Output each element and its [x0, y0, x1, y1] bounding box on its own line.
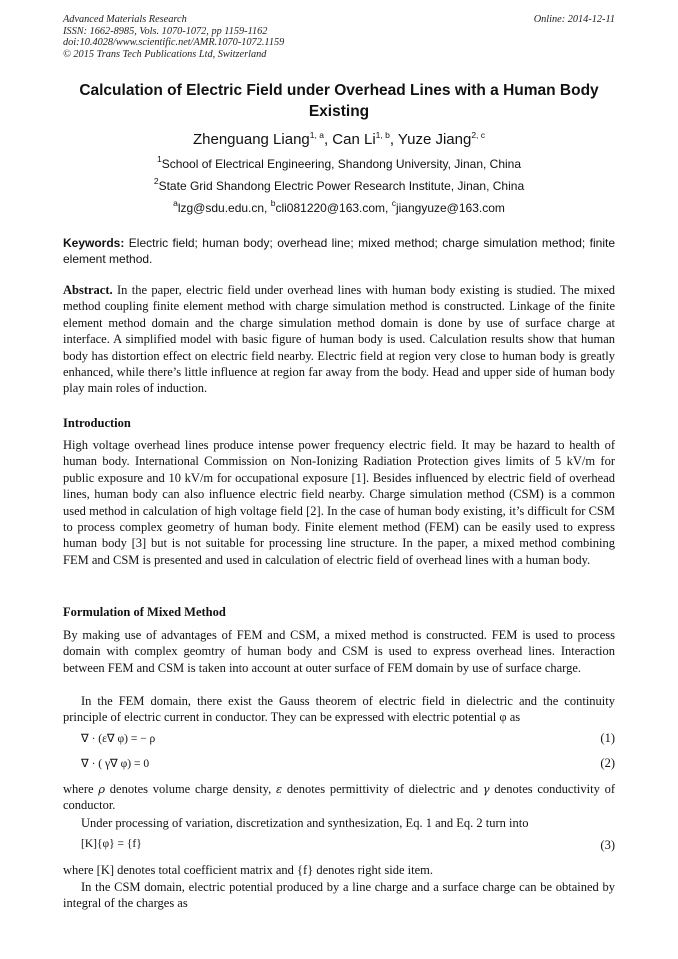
formulation-paragraph-1: By making use of advantages of FEM and CSM, a mixed method is constructed. FEM is used to process domain with complex geomtry of human body and CSM is used to express overhead lines. Interaction between FEM and CSM is taken into account at outer surface of FEM domain by use of surface charge.	[63, 628, 615, 675]
introduction-paragraph: High voltage overhead lines produce intense power frequency electric field. It may be hazard to health of human body. International Commission on Non-Ionizing Radiation Protection gives limits of 5 kV/m for public exposure and 10 kV/m for occupational exposure [1]. Besides influenced by electric field of overhead lines, human body can also influence electric field nearby. Charge simulation method (CSM) is a common used method in calculation of high voltage field [2]. In the case of human body existing, it’s difficult for CSM to process complex geometry of human body. Finite element method (FEM) can be easily used to express human body [3] but is not suitable for processing line structure. In the paper, a mixed method combining FEM and CSM is presented and used in calculation of electric field of overhead lines with a human body.	[63, 438, 615, 567]
affiliation-text: School of Electrical Engineering, Shandong University, Jinan, China	[161, 157, 522, 171]
formulation-paragraph-6: In the CSM domain, electric potential produced by a line charge and a surface charge can be obtained by integral of the charges as	[63, 880, 615, 911]
equation-2	[63, 756, 615, 774]
affiliation-1	[63, 156, 615, 172]
author-name: Yuze Jiang	[397, 131, 472, 148]
keywords-text: Electric field; human body; overhead line; mixed method; charge simulation method; finite element method.	[63, 236, 615, 266]
equation-3-number: (3)	[600, 838, 615, 852]
text-run: denotes volume charge density,	[105, 782, 276, 796]
email-mark: a	[173, 198, 178, 208]
online-date: Online: 2014-12-11	[533, 14, 615, 25]
section-heading-introduction: Introduction	[63, 416, 131, 430]
abstract-text: In the paper, electric field under overhead lines with human body existing is studied. The mixed method coupling finite element method with charge simulation method is constructed. Linkage of the finite element method domain and the charge simulation method domain is done by use of surface charge at interface. A simplified model with basic figure of human body is used. Calculation results show that human body has distortion effect on electric field nearby. Electric field at region very close to human body is greatly enhanced, while there’s little influence at region far away from the body. Head and upper side of human body play main roles of induction.	[63, 283, 615, 396]
section-heading-formulation: Formulation of Mixed Method	[63, 605, 226, 619]
copyright-line: © 2015 Trans Tech Publications Ltd, Switzerland	[63, 48, 267, 60]
journal-name: Advanced Materials Research	[63, 14, 187, 25]
journal-header	[63, 14, 615, 60]
formulation-paragraph-5: where [K] denotes total coefficient matrix and {f} denotes right side item.	[63, 863, 433, 877]
equation-2-number: (2)	[600, 756, 615, 770]
text-run: denotes permittivity of dielectric and	[282, 782, 483, 796]
epsilon-symbol: ε	[275, 782, 283, 796]
abstract-label: Abstract.	[63, 283, 113, 297]
rho-symbol: ρ	[98, 782, 106, 796]
paper-title: Calculation of Electric Field under Overhead Lines with a Human Body Existing	[79, 82, 599, 120]
equation-1-expression: ∇ · (ε∇ φ) = − ρ	[81, 733, 156, 745]
abstract-paragraph	[63, 282, 615, 397]
email-line	[63, 200, 615, 216]
author-affiliation-mark: 1, a	[309, 130, 324, 140]
email-mark: c	[391, 198, 396, 208]
text-run: where	[63, 782, 99, 796]
equation-2-expression: ∇ · ( γ∇ φ) = 0	[81, 758, 150, 770]
formulation-paragraph-2: In the FEM domain, there exist the Gauss theorem of electric field in dielectric and the continuity principle of electric current in conductor. They can be expressed with electric potential φ as	[63, 694, 615, 725]
equation-3	[63, 838, 615, 856]
author-name: Can Li	[332, 131, 376, 148]
doi-line: doi:10.4028/www.scientific.net/AMR.1070-1072.1159	[63, 37, 285, 48]
author-separator: ,	[389, 131, 398, 148]
author-name: Zhenguang Liang	[192, 131, 310, 148]
email-text: cli081220@163.com,	[275, 201, 392, 215]
affiliation-text: State Grid Shandong Electric Power Research Institute, Jinan, China	[158, 179, 525, 193]
keywords-label: Keywords:	[63, 236, 125, 250]
email-mark: b	[270, 198, 276, 208]
equation-3-expression: [K]{φ} = {f}	[81, 838, 142, 850]
equation-1	[63, 731, 615, 749]
author-list	[63, 130, 615, 150]
author-separator: ,	[323, 131, 333, 148]
author-affiliation-mark: 2, c	[471, 130, 486, 140]
text-run: denotes conductivity of conductor.	[63, 782, 615, 813]
issn-line: ISSN: 1662-8985, Vols. 1070-1072, pp 1159-1162	[63, 25, 268, 37]
formulation-paragraph-3	[63, 781, 615, 814]
gamma-symbol: γ	[482, 782, 490, 796]
affiliation-2	[63, 178, 615, 194]
email-text: lzg@sdu.edu.cn,	[177, 201, 271, 215]
affiliation-mark: 2	[153, 176, 159, 186]
email-text: jiangyuze@163.com	[395, 201, 505, 215]
equation-1-number: (1)	[600, 731, 615, 745]
formulation-paragraph-4: Under processing of variation, discretization and synthesization, Eq. 1 and Eq. 2 turn into	[81, 816, 529, 830]
affiliation-mark: 1	[156, 154, 162, 164]
author-affiliation-mark: 1, b	[375, 130, 390, 140]
keywords-paragraph	[63, 235, 615, 267]
